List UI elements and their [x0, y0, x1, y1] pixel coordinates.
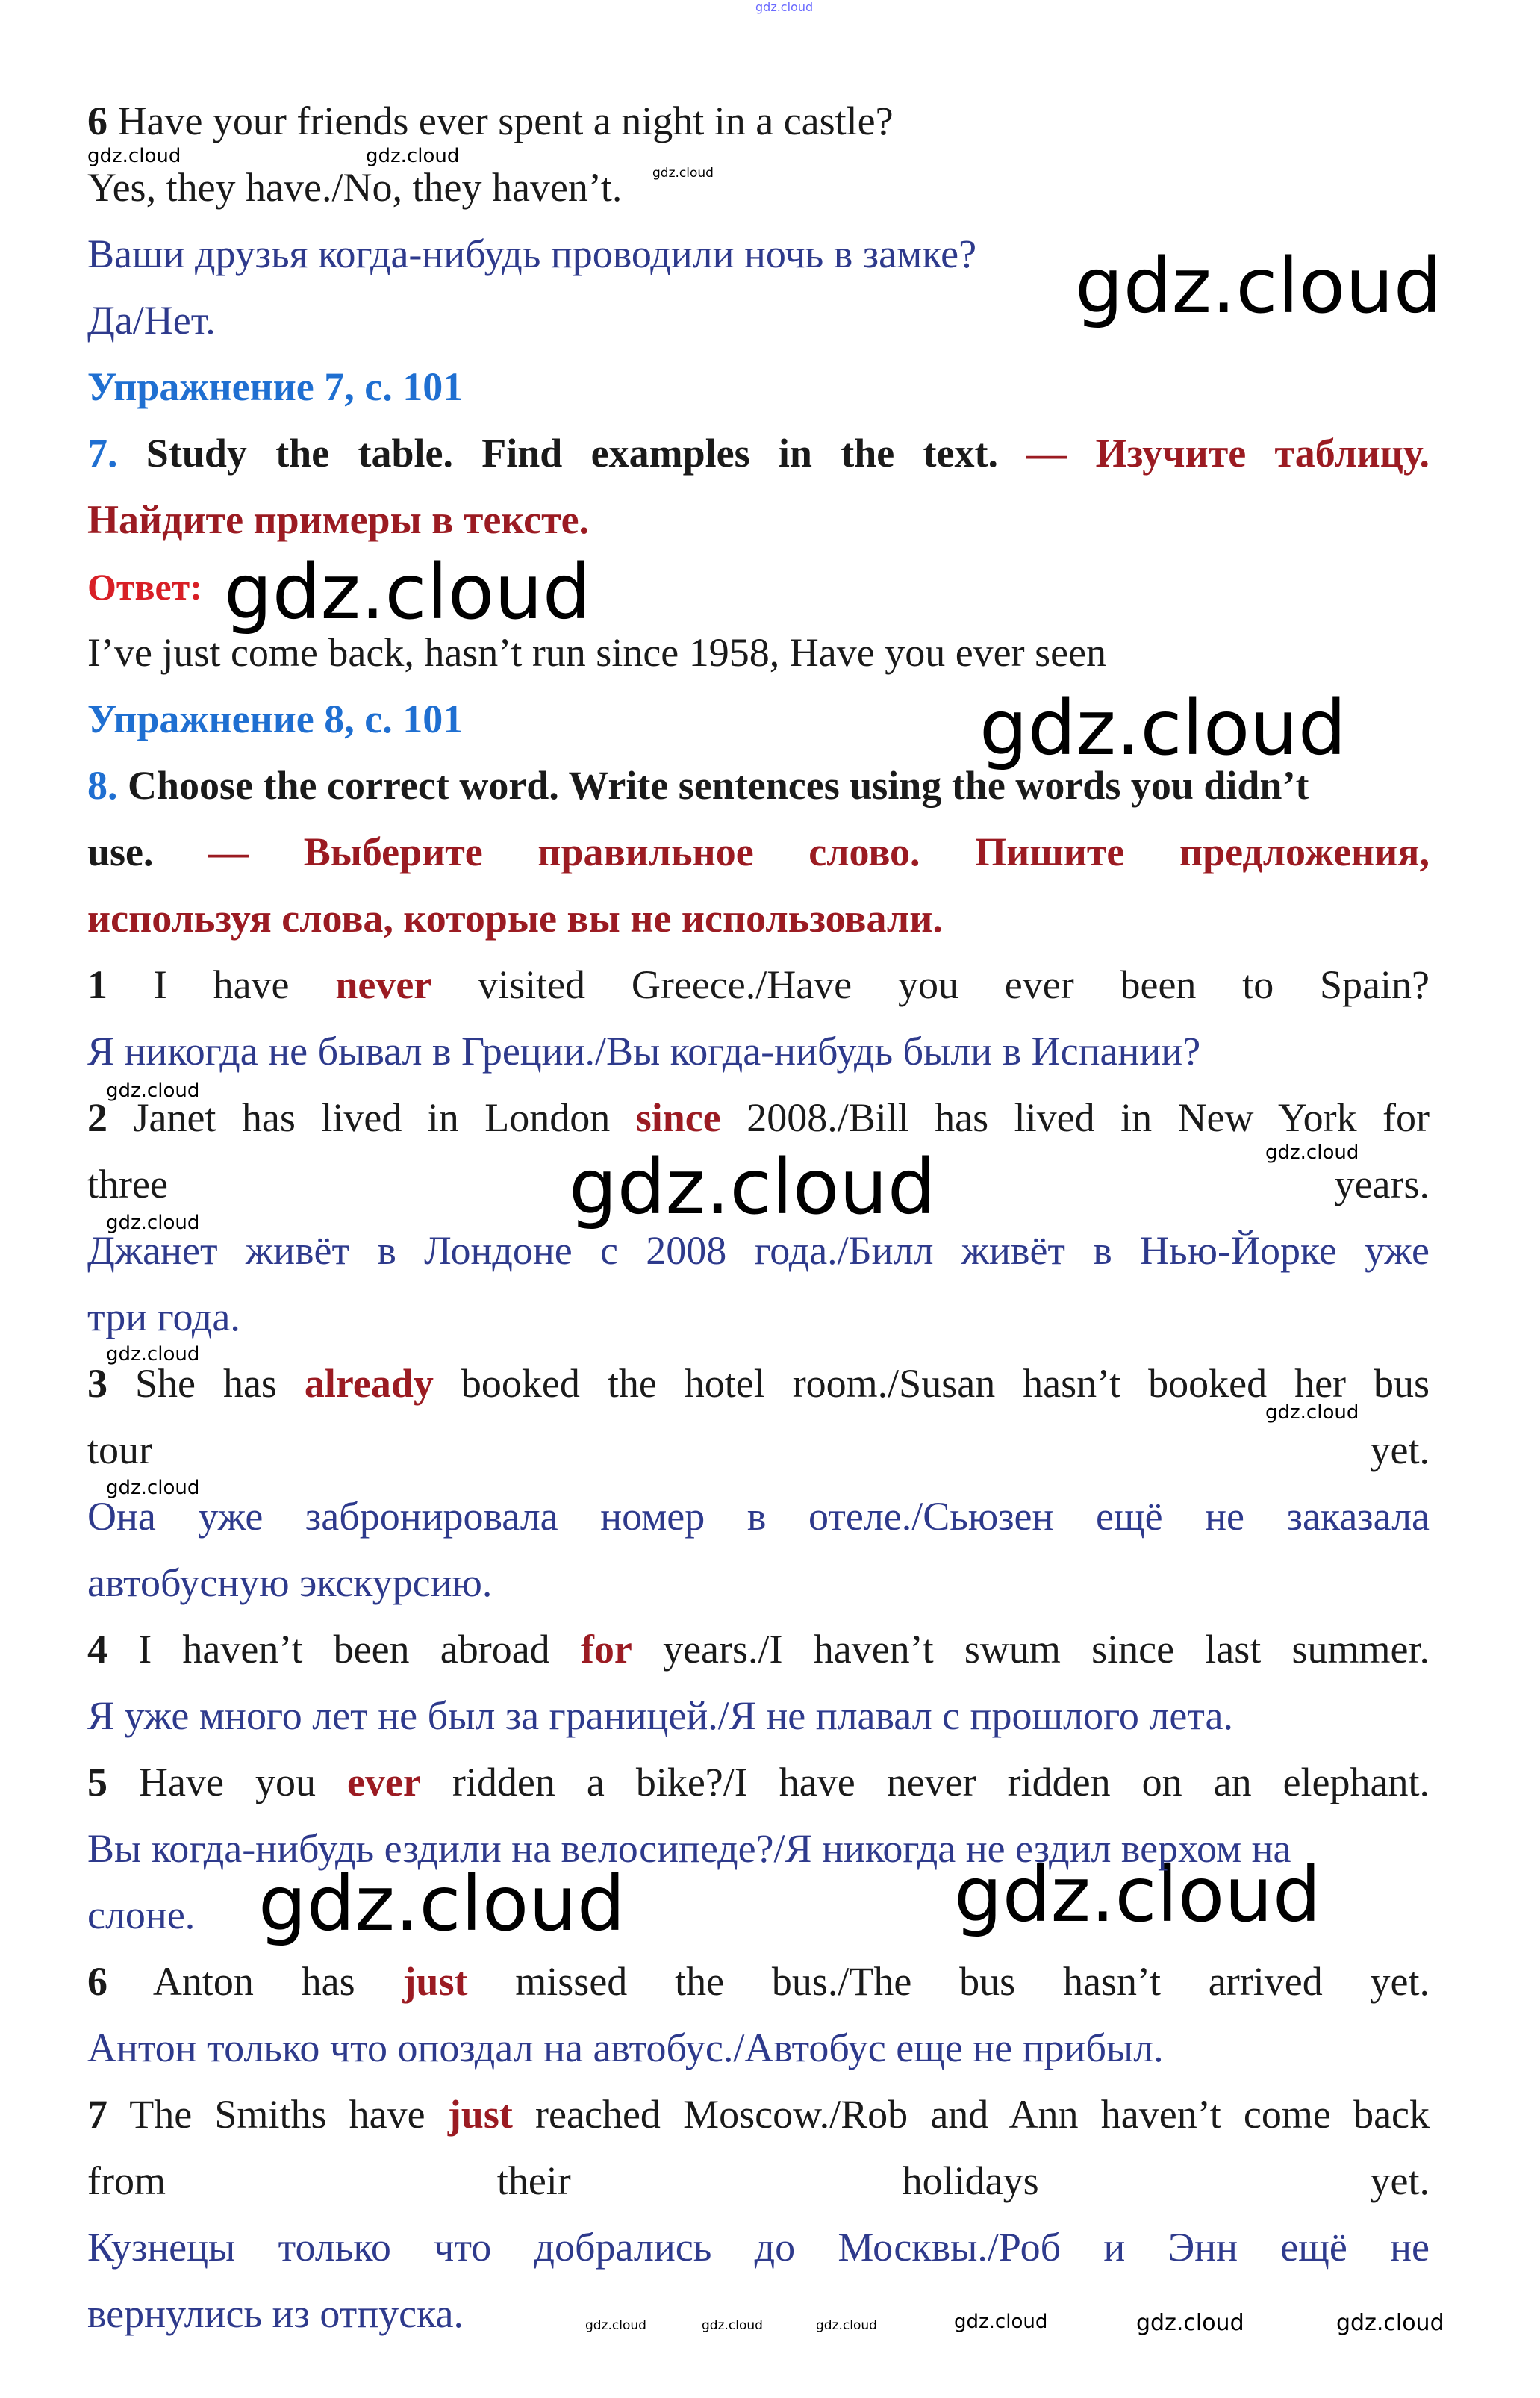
item-translation: слоне.	[87, 1893, 196, 1937]
list-item	[87, 1351, 1430, 1417]
question-number: 6	[87, 99, 107, 143]
task-dash: —	[997, 431, 1096, 476]
item-text: Janet has lived in London	[107, 1095, 636, 1140]
item-number: 4	[87, 1627, 107, 1672]
answer-label: Ответ:	[87, 566, 202, 608]
item-text: their	[496, 2158, 571, 2203]
item-text: holidays	[902, 2158, 1039, 2203]
list-item-tail	[87, 1417, 1430, 1483]
item-translation: Вы когда-нибудь ездили на велосипеде?/Я никогда не ездил верхом на	[87, 1826, 1291, 1871]
exercise-8-task	[87, 819, 1430, 885]
item-translation: Она уже забронировала номер в отеле./Сьюзен ещё не заказала	[87, 1494, 1430, 1539]
watermark: gdz.cloud	[366, 145, 460, 167]
item-number: 5	[87, 1760, 107, 1804]
watermark: gdz.cloud	[1336, 2310, 1444, 2336]
item-text: years.	[1334, 1162, 1430, 1206]
item-keyword: just	[447, 2092, 513, 2137]
watermark: gdz.cloud	[1075, 242, 1442, 331]
item-keyword: already	[304, 1361, 434, 1406]
translation-line: Ваши друзья когда-нибудь проводили ночь в замке?	[87, 231, 977, 276]
task-number: 7.	[87, 431, 118, 476]
watermark: gdz.cloud	[258, 1860, 626, 1949]
watermark: gdz.cloud	[1265, 1401, 1359, 1424]
question-text: Have your friends ever spent a night in a castle?	[107, 99, 894, 143]
watermark: gdz.cloud	[569, 1143, 936, 1232]
item-number: 6	[87, 1959, 107, 2004]
item-translation: три года.	[87, 1295, 240, 1339]
item-translation: Джанет живёт в Лондоне с 2008 года./Билл живёт в Нью-Йорке уже	[87, 1228, 1430, 1273]
item-keyword: for	[580, 1627, 632, 1672]
list-item-tail	[87, 2148, 1430, 2214]
list-item	[87, 1085, 1430, 1151]
watermark: gdz.cloud	[1265, 1142, 1359, 1164]
item-text: Anton has	[107, 1959, 403, 2004]
task-text-ru: Изучите таблицу.	[1095, 431, 1430, 476]
watermark: gdz.cloud	[224, 548, 591, 637]
watermark: gdz.cloud	[954, 2311, 1048, 2333]
watermark: gdz.cloud	[106, 1212, 200, 1234]
item-text: The Smiths have	[107, 2092, 448, 2137]
document-body	[87, 88, 1430, 2347]
item-keyword: since	[635, 1095, 721, 1140]
task-text-en: Choose the correct word. Write sentences using the words you didn’t	[117, 763, 1309, 808]
watermark: gdz.cloud	[585, 2318, 646, 2333]
item-translation: автобусную экскурсию.	[87, 1560, 493, 1605]
answer-label-line	[87, 553, 1430, 620]
watermark: gdz.cloud	[979, 684, 1347, 773]
watermark: gdz.cloud	[816, 2318, 877, 2333]
item-text: reached Moscow./Rob and Ann haven’t come back	[512, 2092, 1430, 2137]
task-text-en: Study the table. Find examples in the text.	[117, 431, 998, 476]
item-number: 2	[87, 1095, 107, 1140]
item-translation: Кузнецы только что добрались до Москвы./Роб и Энн ещё не	[87, 2225, 1430, 2270]
answer-line: Yes, they have./No, they haven’t.	[87, 165, 623, 210]
list-item	[87, 952, 1430, 1018]
translation-line: Да/Нет.	[87, 298, 216, 343]
item-number: 7	[87, 2092, 107, 2137]
item-text: 2008./Bill has lived in New York for	[720, 1095, 1430, 1140]
exercise-8-heading: Упражнение 8, с. 101	[87, 697, 464, 741]
item-text: years./I haven’t swum since last summer.	[632, 1627, 1430, 1672]
item-keyword: just	[402, 1959, 468, 2004]
task-dash: —	[153, 829, 304, 874]
item-text: Have you	[107, 1760, 347, 1804]
item-translation: Антон только что опоздал на автобус./Автобус еще не прибыл.	[87, 2025, 1164, 2070]
item-text: I have	[107, 962, 336, 1007]
list-item-tail	[87, 1151, 1430, 1218]
list-item	[87, 1949, 1430, 2015]
item-translation: Я никогда не бывал в Греции./Вы когда-нибудь были в Испании?	[87, 1029, 1201, 1074]
item-text: three	[87, 1162, 168, 1206]
exercise-7-task-ru: Найдите примеры в тексте.	[87, 497, 590, 542]
list-item	[87, 1749, 1430, 1816]
list-item	[87, 1616, 1430, 1683]
watermark: gdz.cloud	[702, 2318, 763, 2333]
exercise-7-task	[87, 420, 1430, 487]
watermark: gdz.cloud	[106, 1477, 200, 1499]
watermark: gdz.cloud	[652, 166, 714, 181]
item-translation: вернулись из отпуска.	[87, 2291, 464, 2336]
exercise-7-answer: I’ve just come back, hasn’t run since 1958, Have you ever seen	[87, 630, 1107, 675]
task-text-ru: Выберите правильное слово. Пишите предложения,	[303, 829, 1430, 874]
item-text: yet.	[1370, 2158, 1430, 2203]
exercise-7-heading: Упражнение 7, с. 101	[87, 364, 464, 409]
item-keyword: never	[335, 962, 432, 1007]
exercise-8-task	[87, 753, 1430, 819]
watermark: gdz.cloud	[755, 0, 814, 14]
item-text: booked the hotel room./Susan hasn’t booked her bus	[433, 1361, 1430, 1406]
item-number: 1	[87, 962, 107, 1007]
item-text: ridden a bike?/I have never ridden on an elephant.	[420, 1760, 1430, 1804]
question-line	[87, 88, 1430, 155]
item-keyword: ever	[346, 1760, 421, 1804]
item-text: visited Greece./Have you ever been to Spain?	[431, 962, 1430, 1007]
item-text: She has	[107, 1361, 305, 1406]
watermark: gdz.cloud	[87, 145, 181, 167]
task-number: 8.	[87, 763, 118, 808]
item-text: missed the bus./The bus hasn’t arrived yet.	[467, 1959, 1430, 2004]
item-number: 3	[87, 1361, 107, 1406]
item-text: I haven’t been abroad	[107, 1627, 581, 1672]
list-item	[87, 2081, 1430, 2148]
watermark: gdz.cloud	[106, 1343, 200, 1365]
item-translation: Я уже много лет не был за границей./Я не плавал с прошлого лета.	[87, 1693, 1234, 1738]
watermark: gdz.cloud	[954, 1851, 1321, 1940]
task-text-en: use.	[87, 829, 154, 874]
watermark: gdz.cloud	[1136, 2310, 1244, 2336]
item-text: from	[87, 2158, 166, 2203]
item-text: tour	[87, 1427, 152, 1472]
exercise-8-task-ru: используя слова, которые вы не использовали.	[87, 896, 943, 941]
item-text: yet.	[1370, 1427, 1430, 1472]
watermark: gdz.cloud	[106, 1080, 200, 1102]
